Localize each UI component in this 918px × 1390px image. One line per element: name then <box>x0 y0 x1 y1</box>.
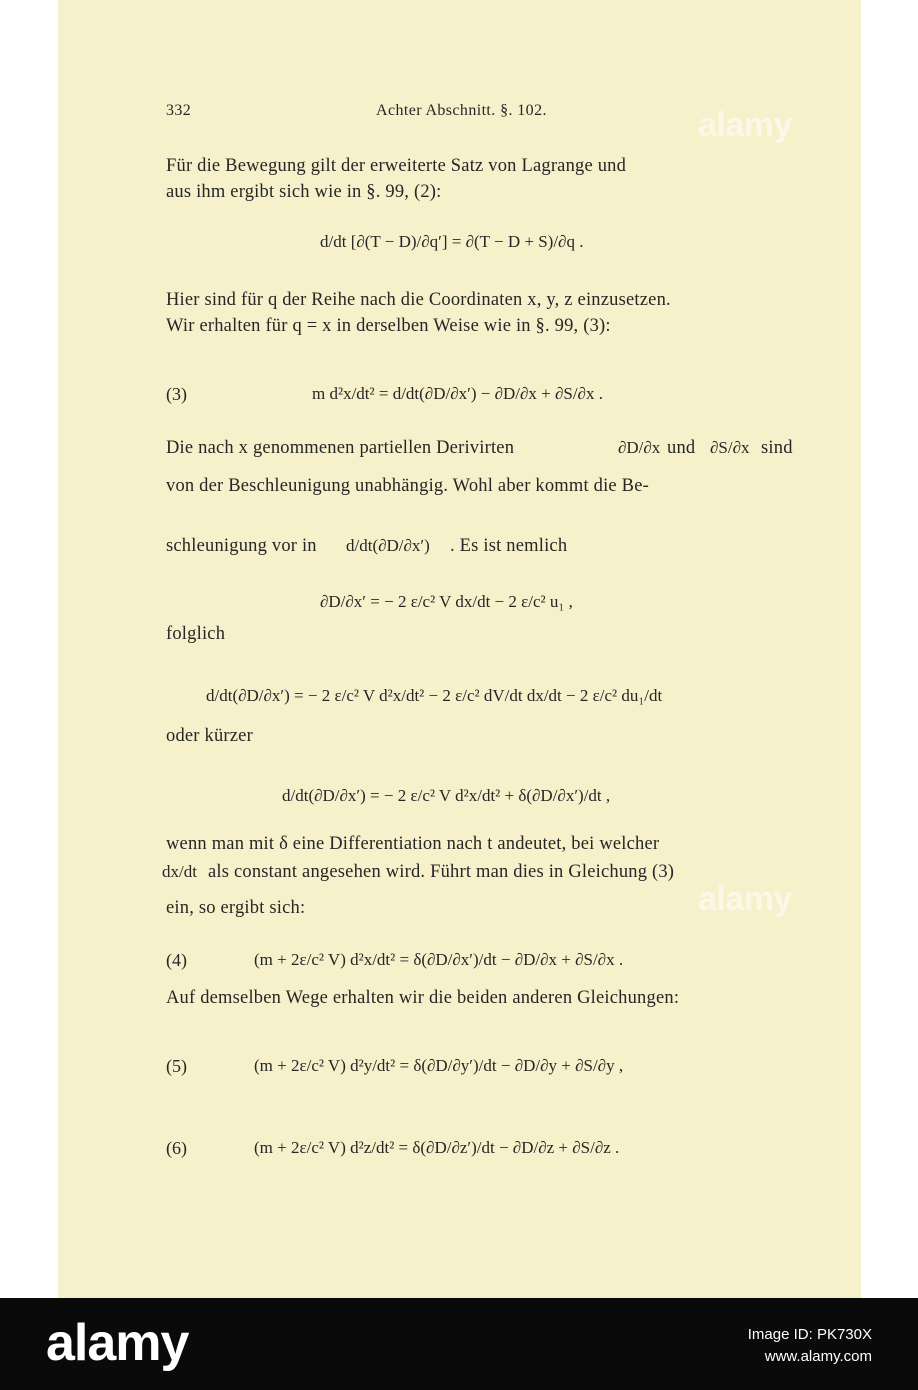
image-id: Image ID: PK730X <box>747 1326 872 1343</box>
text-line: Die nach x genommenen partiellen Derivirten <box>166 438 515 458</box>
equation-number: (5) <box>166 1056 187 1076</box>
page-number: 332 <box>166 102 192 119</box>
equation-6: (m + 2ε/c² V) d²z/dt² = δ(∂D/∂z′)/dt − ∂D/∂z + ∂S/∂z . <box>254 1138 620 1157</box>
fraction-dD-dx: ∂D/∂x <box>618 438 661 457</box>
equation-number: (4) <box>166 950 187 970</box>
text-line: aus ihm ergibt sich wie in §. 99, (2): <box>166 182 442 202</box>
fraction-dx-dt: dx/dt <box>162 862 197 881</box>
text-line: oder kürzer <box>166 726 253 746</box>
text-line: von der Beschleunigung unabhängig. Wohl aber kommt die Be- <box>166 476 649 496</box>
text-line: ein, so ergibt sich: <box>166 898 306 918</box>
alamy-logo: alamy <box>46 1314 189 1372</box>
text-line: Wir erhalten für q = x in derselben Weise wie in §. 99, (3): <box>166 316 611 336</box>
running-head: Achter Abschnitt. §. 102. <box>376 102 547 119</box>
text-line: . Es ist nemlich <box>450 536 568 556</box>
text-word: und <box>667 438 696 458</box>
text-line: als constant angesehen wird. Führt man dies in Gleichung (3) <box>208 862 675 882</box>
equation-folglich: d/dt(∂D/∂x′) = − 2 ε/c² V d²x/dt² − 2 ε/c² dV/dt dx/dt − 2 ε/c² du₁/dt <box>206 686 663 705</box>
equation-4: (m + 2ε/c² V) d²x/dt² = δ(∂D/∂x′)/dt − ∂D/∂x + ∂S/∂x . <box>254 950 624 969</box>
text-word: sind <box>761 438 793 458</box>
equation-lagrange: d/dt [∂(T − D)/∂q′] = ∂(T − D + S)/∂q . <box>320 232 584 251</box>
site-url: www.alamy.com <box>764 1348 872 1365</box>
book-page <box>58 0 861 1298</box>
text-line: folglich <box>166 624 226 644</box>
text-line: Hier sind für q der Reihe nach die Coordinaten x, y, z einzusetzen. <box>166 290 671 310</box>
watermark-text: alamy <box>698 880 792 918</box>
equation-5: (m + 2ε/c² V) d²y/dt² = δ(∂D/∂y′)/dt − ∂D/∂y + ∂S/∂y , <box>254 1056 624 1075</box>
text-line: schleunigung vor in <box>166 536 317 556</box>
text-line: Auf demselben Wege erhalten wir die beiden anderen Gleichungen: <box>166 988 680 1008</box>
equation-kuerzer: d/dt(∂D/∂x′) = − 2 ε/c² V d²x/dt² + δ(∂D/∂x′)/dt , <box>282 786 611 805</box>
equation-number: (3) <box>166 384 187 404</box>
inline-fraction: d/dt(∂D/∂x′) <box>346 536 430 555</box>
watermark-text: alamy <box>698 106 792 144</box>
equation-3: m d²x/dt² = d/dt(∂D/∂x′) − ∂D/∂x + ∂S/∂x . <box>312 384 603 403</box>
fraction-dS-dx: ∂S/∂x <box>710 438 750 457</box>
image-id-block <box>748 1324 872 1368</box>
equation-number: (6) <box>166 1138 187 1158</box>
equation-nemlich: ∂D/∂x′ = − 2 ε/c² V dx/dt − 2 ε/c² u₁ , <box>320 592 573 611</box>
text-line: wenn man mit δ eine Differentiation nach t andeutet, bei welcher <box>166 834 660 854</box>
text-line: Für die Bewegung gilt der erweiterte Satz von Lagrange und <box>166 156 627 176</box>
